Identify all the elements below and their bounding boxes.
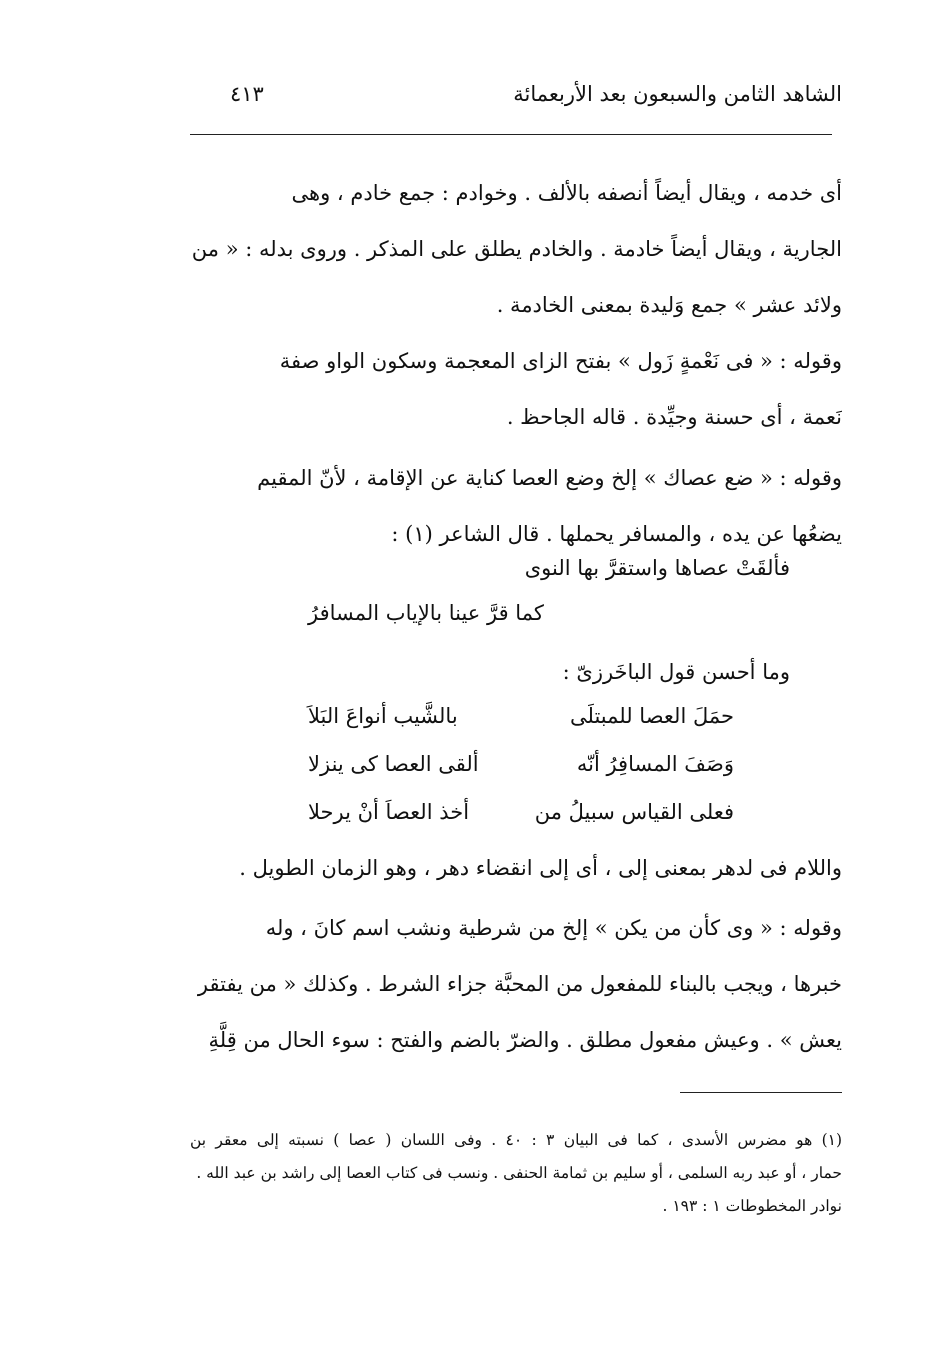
text-line: وقوله : « فى نَعْمةٍ زَول » بفتح الزاى المعجمة وسكون الواو صفة [279,349,842,373]
footnote [190,1124,842,1223]
paragraph-5 [190,900,842,1068]
page-number: ٤١٣ [230,82,264,106]
text-line: خبرها ، ويجب بالبناء للمفعول من المحبَّة جزاء الشرط . وكذلك « من يفتقر [197,972,842,996]
text-line: وقوله : « وى كأن من يكن » إلخ من شرطية ونشب اسم كانَ ، وله [265,916,842,940]
paragraph-2 [190,333,842,445]
verse-1-second-hemistich: كما قرَّ عينا بالإياب المسافرُ [308,601,544,625]
header-rule [190,134,832,135]
verse-2b-left: ألقى العصا كى ينزلا [308,752,479,776]
paragraph-3 [190,450,842,562]
verse-intro: وما أحسن قول الباخَرزىّ : [562,660,790,684]
paragraph-1 [190,165,842,333]
text-line: أى خدمه ، ويقال أيضاً أنصفه بالألف . وخوادم : جمع خادم ، وهى [291,181,842,205]
footnote-line: (١) هو مضرس الأسدى ، كما فى البيان ٣ : ٤٠ . وفى اللسان ( عصا ) نسبته إلى معقر بن [190,1131,842,1149]
paragraph-4 [190,840,842,896]
verse-2c-left: أخذ العصاَ أنْ يرحلا [308,800,470,824]
text-line: وقوله : « ضع عصاك » إلخ وضع العصا كناية عن الإقامة ، لأنّ المقيم [257,466,842,490]
verse-2a-right: حمَلَ العصا للمبتلَى [570,704,734,728]
verse-2a-left: بالشَّيب أنواعَ البَلاَ [308,704,458,728]
text-line: نَعمة ، أى حسنة وجيِّدة . قاله الجاحظ . [506,405,842,429]
text-line: يعش » . وعيش مفعول مطلق . والضرّ بالضم والفتح : سوء الحال من قِلَّةِ [208,1028,842,1052]
text-line: يضعُها عن يده ، والمسافر يحملها . قال الشاعر (١) : [391,522,842,546]
text-line: الجارية ، ويقال أيضاً خادمة . والخادم يطلق على المذكر . وروى بدله : « من [191,237,842,261]
chapter-title: الشاهد الثامن والسبعون بعد الأربعمائة [513,82,842,106]
footnote-line: حمار ، أو عبد ربه السلمى ، أو سليم بن ثمامة الحنفى . ونسب فى كتاب العصا إلى راشد بن عبد الله . [196,1164,842,1182]
footnote-line: نوادر المخطوطات ١ : ١٩٣ . [662,1197,842,1215]
footnote-rule [680,1092,842,1093]
text-line: ولائد عشر » جمع وَليدة بمعنى الخادمة . [496,293,842,317]
text-line: واللام فى لدهر بمعنى إلى ، أى إلى انقضاء دهر ، وهو الزمان الطويل . [239,856,842,880]
verse-2b-right: وَصَفَ المسافِرُ أنّه [576,752,734,776]
verse-1-first-hemistich: فألقَتْ عصاها واستقرَّ بها النوى [524,556,790,580]
verse-2c-right: فعلى القياس سبيلُ من [534,800,734,824]
running-header [190,82,842,122]
